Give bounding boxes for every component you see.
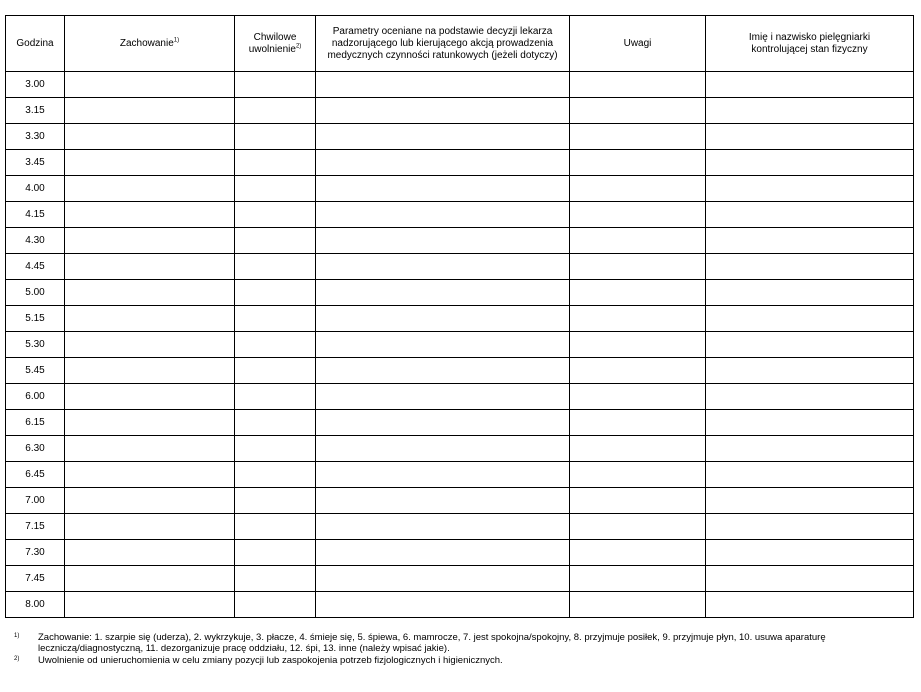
behavior-cell[interactable] [65,436,235,462]
behavior-cell[interactable] [65,72,235,98]
table-row [6,98,914,124]
footnote-mark: 1) [14,633,20,639]
hour-cell: 4.45 [6,254,65,280]
release-cell[interactable] [235,254,316,280]
behavior-cell[interactable] [65,176,235,202]
hour-cell: 6.00 [6,384,65,410]
table-row [6,228,914,254]
nurse-name-cell[interactable] [706,462,914,488]
parameters-cell[interactable] [316,228,570,254]
header-nurse-name: Imię i nazwisko pielęgniarki kontrolującej stan fizyczny [706,16,914,72]
parameters-cell[interactable] [316,462,570,488]
footnote-text: Zachowanie: 1. szarpie się (uderza), 2. wykrzykuje, 3. płacze, 4. śmieje się, 5. śpiewa, 6. mamrocze, 7. jest spokojna/spokojny, 8. przyjmuje posiłek, 9. przyjmuje płyn, 10. usuwa aparaturę leczniczą/diagnostyczną, 11. dezorganizuje pracę oddziału, 12. śpi, 13. inne (należy wpisać jakie). [38,632,826,654]
hour-cell: 7.15 [6,514,65,540]
parameters-cell[interactable] [316,176,570,202]
notes-cell[interactable] [570,254,706,280]
hour-cell: 8.00 [6,592,65,618]
behavior-cell[interactable] [65,306,235,332]
hour-cell: 5.00 [6,280,65,306]
table-row [6,540,914,566]
table-row [6,566,914,592]
behavior-cell[interactable] [65,98,235,124]
behavior-cell[interactable] [65,514,235,540]
release-cell[interactable] [235,98,316,124]
table-row [6,462,914,488]
notes-cell[interactable] [570,176,706,202]
release-cell[interactable] [235,306,316,332]
hour-cell: 7.45 [6,566,65,592]
notes-cell[interactable] [570,202,706,228]
parameters-cell[interactable] [316,280,570,306]
release-cell[interactable] [235,228,316,254]
nurse-name-cell[interactable] [706,176,914,202]
nurse-name-cell[interactable] [706,150,914,176]
parameters-cell[interactable] [316,540,570,566]
release-cell[interactable] [235,436,316,462]
behavior-cell[interactable] [65,332,235,358]
table-row [6,306,914,332]
parameters-cell[interactable] [316,306,570,332]
release-cell[interactable] [235,150,316,176]
notes-cell[interactable] [570,358,706,384]
notes-cell[interactable] [570,280,706,306]
header-notes: Uwagi [570,16,706,72]
behavior-cell[interactable] [65,566,235,592]
nurse-name-cell[interactable] [706,306,914,332]
behavior-cell[interactable] [65,384,235,410]
nurse-name-cell[interactable] [706,540,914,566]
notes-cell[interactable] [570,592,706,618]
notes-cell[interactable] [570,150,706,176]
behavior-cell[interactable] [65,228,235,254]
header-parameters: Parametry oceniane na podstawie decyzji lekarza nadzorującego lub kierującego akcją prowadzenia medycznych czynności ratunkowych (jeżeli dotyczy) [316,16,570,72]
nurse-name-cell[interactable] [706,332,914,358]
behavior-cell[interactable] [65,150,235,176]
parameters-cell[interactable] [316,72,570,98]
behavior-cell[interactable] [65,358,235,384]
release-cell[interactable] [235,176,316,202]
table-row [6,72,914,98]
release-cell[interactable] [235,462,316,488]
behavior-cell[interactable] [65,280,235,306]
footnote-1 [14,632,904,654]
parameters-cell[interactable] [316,384,570,410]
notes-cell[interactable] [570,410,706,436]
nurse-name-cell[interactable] [706,98,914,124]
footnotes [14,632,904,667]
behavior-cell[interactable] [65,488,235,514]
hour-cell: 5.45 [6,358,65,384]
table-row [6,514,914,540]
nurse-name-cell[interactable] [706,228,914,254]
footnote-ref-2: 2) [295,43,302,50]
behavior-cell[interactable] [65,410,235,436]
notes-cell[interactable] [570,566,706,592]
behavior-cell[interactable] [65,592,235,618]
table-row [6,254,914,280]
behavior-cell[interactable] [65,202,235,228]
hour-cell: 6.15 [6,410,65,436]
table-row [6,202,914,228]
hour-cell: 6.45 [6,462,65,488]
hour-cell: 5.30 [6,332,65,358]
behavior-cell[interactable] [65,540,235,566]
table-row [6,150,914,176]
nurse-name-cell[interactable] [706,410,914,436]
notes-cell[interactable] [570,228,706,254]
monitoring-table [5,15,914,618]
hour-cell: 4.15 [6,202,65,228]
hour-cell: 3.30 [6,124,65,150]
release-cell[interactable] [235,124,316,150]
release-cell[interactable] [235,358,316,384]
table-row [6,384,914,410]
release-cell[interactable] [235,280,316,306]
hour-cell: 7.00 [6,488,65,514]
notes-cell[interactable] [570,124,706,150]
nurse-name-cell[interactable] [706,566,914,592]
parameters-cell[interactable] [316,124,570,150]
table-row [6,176,914,202]
notes-cell[interactable] [570,332,706,358]
nurse-name-cell[interactable] [706,384,914,410]
hour-cell: 5.15 [6,306,65,332]
table-row [6,436,914,462]
nurse-name-cell[interactable] [706,72,914,98]
table-row [6,332,914,358]
header-behavior: Zachowanie$^{1)}$ [65,16,235,72]
release-cell[interactable] [235,488,316,514]
hour-cell: 4.30 [6,228,65,254]
notes-cell[interactable] [570,540,706,566]
table-row [6,124,914,150]
footnote-2 [14,655,904,666]
hour-cell: 6.30 [6,436,65,462]
table-row [6,410,914,436]
table-row [6,592,914,618]
parameters-cell[interactable] [316,254,570,280]
parameters-cell[interactable] [316,592,570,618]
parameters-cell[interactable] [316,202,570,228]
parameters-cell[interactable] [316,566,570,592]
nurse-name-cell[interactable] [706,514,914,540]
table-row [6,280,914,306]
release-cell[interactable] [235,332,316,358]
hour-cell: 3.00 [6,72,65,98]
notes-cell[interactable] [570,436,706,462]
footnote-text: Uwolnienie od unieruchomienia w celu zmiany pozycji lub zaspokojenia potrzeb fizjologicznych i higienicznych. [38,655,503,666]
parameters-cell[interactable] [316,150,570,176]
table-row [6,488,914,514]
parameters-cell[interactable] [316,410,570,436]
release-cell[interactable] [235,202,316,228]
release-cell[interactable] [235,384,316,410]
parameters-cell[interactable] [316,332,570,358]
nurse-name-cell[interactable] [706,124,914,150]
release-cell[interactable] [235,592,316,618]
behavior-cell[interactable] [65,254,235,280]
notes-cell[interactable] [570,72,706,98]
notes-cell[interactable] [570,488,706,514]
parameters-cell[interactable] [316,98,570,124]
hour-cell: 7.30 [6,540,65,566]
release-cell[interactable] [235,514,316,540]
nurse-name-cell[interactable] [706,436,914,462]
hour-cell: 4.00 [6,176,65,202]
release-cell[interactable] [235,410,316,436]
notes-cell[interactable] [570,384,706,410]
footnote-ref-1: 1) [173,37,180,44]
behavior-cell[interactable] [65,462,235,488]
table-row [6,358,914,384]
header-temporary-release: Chwilowe uwolnienie$^{2)}$ [235,16,316,72]
hour-cell: 3.15 [6,98,65,124]
release-cell[interactable] [235,540,316,566]
parameters-cell[interactable] [316,514,570,540]
hour-cell: 3.45 [6,150,65,176]
nurse-name-cell[interactable] [706,254,914,280]
release-cell[interactable] [235,72,316,98]
parameters-cell[interactable] [316,358,570,384]
notes-cell[interactable] [570,514,706,540]
nurse-name-cell[interactable] [706,202,914,228]
nurse-name-cell[interactable] [706,488,914,514]
release-cell[interactable] [235,566,316,592]
nurse-name-cell[interactable] [706,592,914,618]
footnote-mark: 2) [14,656,20,662]
notes-cell[interactable] [570,462,706,488]
behavior-cell[interactable] [65,124,235,150]
parameters-cell[interactable] [316,488,570,514]
parameters-cell[interactable] [316,436,570,462]
nurse-name-cell[interactable] [706,358,914,384]
header-hour: Godzina [6,16,65,72]
nurse-name-cell[interactable] [706,280,914,306]
notes-cell[interactable] [570,98,706,124]
header-row [6,16,914,72]
notes-cell[interactable] [570,306,706,332]
